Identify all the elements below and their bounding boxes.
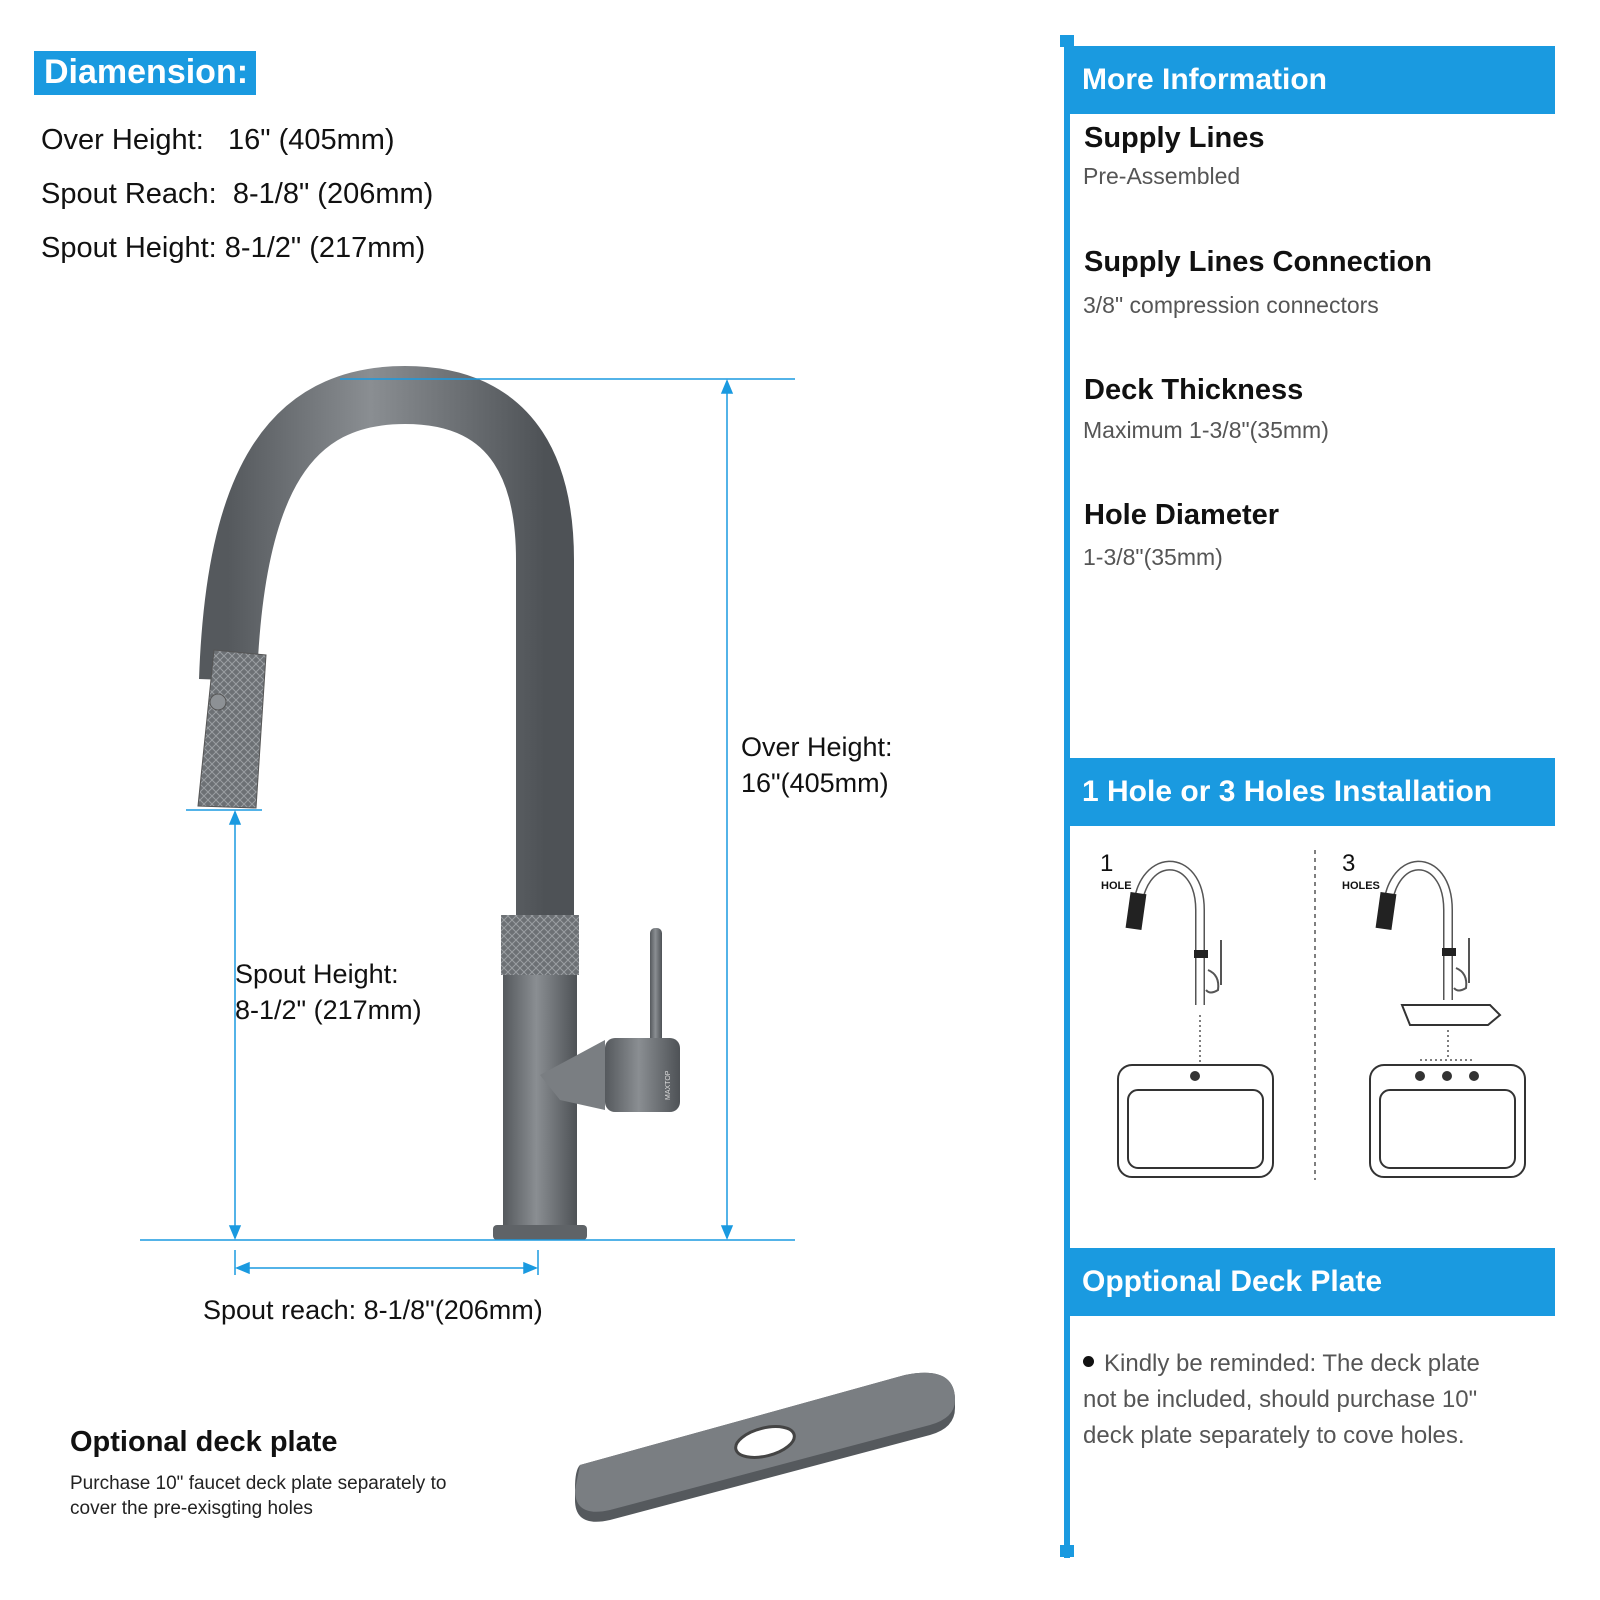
info-value-hole-diameter: 1-3/8"(35mm) <box>1083 544 1223 570</box>
deck-plate-text-line-2: cover the pre-exisgting holes <box>70 1498 313 1519</box>
side-divider-cap-bottom <box>1060 1545 1074 1557</box>
reminder-line-3: deck plate separately to cove holes. <box>1083 1422 1465 1449</box>
single-hole-faucet <box>1126 866 1221 1065</box>
installation-diagram <box>1080 835 1550 1185</box>
dimension-spout-height: Spout Height: 8-1/2" (217mm) <box>41 232 426 264</box>
bullet-icon <box>1083 1356 1094 1367</box>
deck-plate-title: Optional deck plate <box>70 1426 338 1458</box>
single-hole-sink <box>1118 1065 1273 1177</box>
spout-height-value: 8-1/2" (217mm) <box>235 995 422 1025</box>
option-1-number: 1 <box>1100 850 1114 877</box>
faucet-base <box>493 1225 587 1240</box>
reminder-line-1: Kindly be reminded: The deck plate <box>1104 1350 1480 1377</box>
info-value-supply-connection: 3/8" compression connectors <box>1083 292 1379 318</box>
info-label-hole-diameter: Hole Diameter <box>1084 499 1280 531</box>
info-value-supply-lines: Pre-Assembled <box>1083 163 1241 189</box>
dimension-spout-reach: Spout Reach: 8-1/8" (206mm) <box>41 178 434 210</box>
deck-plate-text-line-1: Purchase 10" faucet deck plate separately to <box>70 1473 447 1494</box>
info-label-deck-thickness: Deck Thickness <box>1084 374 1304 406</box>
reminder-line-2: not be included, should purchase 10" <box>1083 1386 1478 1413</box>
optional-deck-header: Opptional Deck Plate <box>1064 1248 1555 1316</box>
deck-plate-image <box>570 1370 960 1530</box>
three-hole-sink <box>1370 1065 1525 1177</box>
spray-button <box>210 694 226 710</box>
more-info-header: More Information <box>1064 46 1555 114</box>
faucet-spout <box>228 395 545 915</box>
brand-mark: MAXTOP <box>665 1070 672 1100</box>
info-value-deck-thickness: Maximum 1-3/8"(35mm) <box>1083 417 1329 443</box>
deck-reminder <box>1083 1346 1543 1454</box>
over-height-value: 16"(405mm) <box>741 768 889 798</box>
three-hole-faucet <box>1376 866 1500 1060</box>
dimension-over-height: Over Height: 16" (405mm) <box>41 124 395 156</box>
installation-header: 1 Hole or 3 Holes Installation <box>1064 758 1555 826</box>
deck-plate-text <box>70 1471 530 1521</box>
faucet-collar <box>501 915 579 975</box>
dimension-title: Diamension: <box>34 51 256 95</box>
option-3-number: 3 <box>1342 850 1356 877</box>
over-height-label: Over Height: <box>741 732 893 762</box>
spout-height-label: Spout Height: <box>235 959 399 989</box>
option-3-label: HOLES <box>1342 880 1380 892</box>
mini-deck-plate <box>1402 1005 1500 1025</box>
option-1-label: HOLE <box>1101 880 1132 892</box>
info-label-supply-connection: Supply Lines Connection <box>1084 246 1433 278</box>
info-label-supply-lines: Supply Lines <box>1084 122 1265 154</box>
spout-reach-label: Spout reach: 8-1/8"(206mm) <box>203 1295 543 1325</box>
